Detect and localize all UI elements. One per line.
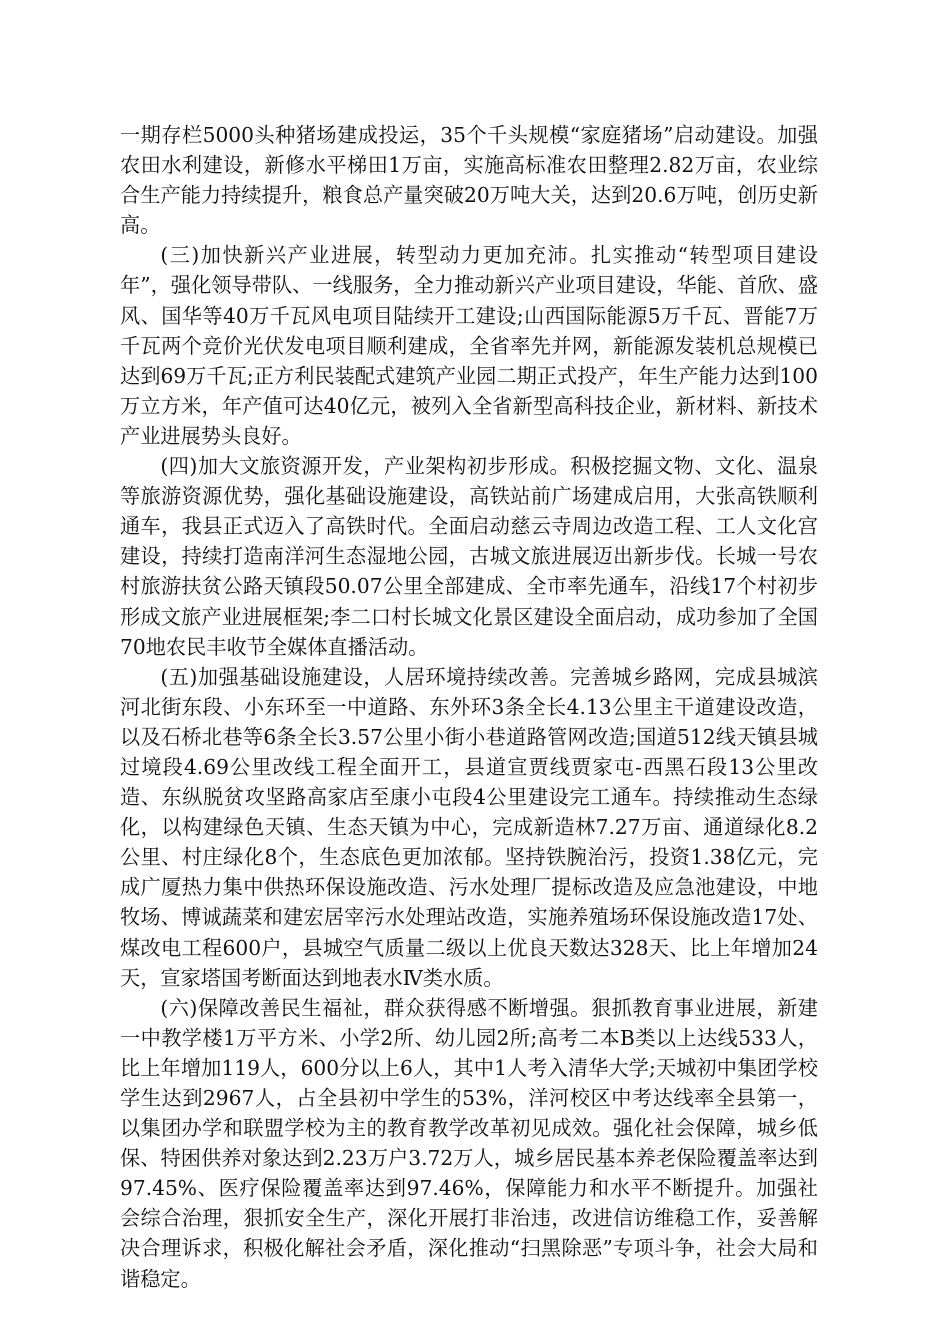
paragraph-infrastructure: (五)加强基础设施建设，人居环境持续改善。完善城乡路网，完成县城滨河北街东段、小东环至一中道路、东外环3条全长4.13公里主干道建设改造，以及石桥北巷等6条全长3.57公里小街小巷道路管网改造;国道512线天镇县城过境段4.69公里改线工程全面开工，县道宣贾线贾家屯-西黑石段13公里改造、东纵脱贫攻坚路高家店至康小屯段4公里建设完工通车。持续推动生态绿化，以构建绿色天镇、生态天镇为中心，完成新造林7.27万亩、通道绿化8.2公里、村庄绿化8个，生态底色更加浓郁。坚持铁腕治污，投资1.38亿元，完成广厦热力集中供热环保设施改造、污水处理厂提标改造及应急池建设，中地牧场、博诚蔬菜和建宏居宰污水处理站改造，实施养殖场环保设施改造17处、煤改电工程600户，县城空气质量二级以上优良天数达328天、比上年增加24天，宣家塔国考断面达到地表水Ⅳ类水质。 [120,664,818,990]
document-page [120,120,818,1294]
paragraph-livelihood: (六)保障改善民生福祉，群众获得感不断增强。狠抓教育事业进展，新建一中教学楼1万平方米、小学2所、幼儿园2所;高考二本B类以上达线533人，比上年增加119人，600分以上6人，其中1人考入清华大学;天城初中集团学校学生达到2967人，占全县初中学生的53%，洋河校区中考达线率全县第一，以集团办学和联盟学校为主的教育教学改革初见成效。强化社会保障，城乡低保、特困供养对象达到2.23万户3.72万人，城乡居民基本养老保险覆盖率达到97.45%、医疗保险覆盖率达到97.46%，保障能力和水平不断提升。加强社会综合治理，狠抓安全生产，深化开展打非治违，改进信访维稳工作，妥善解决合理诉求，积极化解社会矛盾，深化推动“扫黑除恶”专项斗争，社会大局和谐稳定。 [120,995,818,1291]
paragraph-culture-tourism: (四)加大文旅资源开发，产业架构初步形成。积极挖掘文物、文化、温泉等旅游资源优势，强化基础设施建设，高铁站前广场建成启用，大张高铁顺利通车，我县正式迈入了高铁时代。全面启动慈云寺周边改造工程、工人文化宫建设，持续打造南洋河生态湿地公园，古城文旅进展迈出新步伐。长城一号农村旅游扶贫公路天镇段50.07公里全部建成、全市率先通车，沿线17个村初步形成文旅产业进展框架;李二口村长城文化景区建设全面启动，成功参加了全国70地农民丰收节全媒体直播活动。 [120,454,818,659]
paragraph-emerging-industries: (三)加快新兴产业进展，转型动力更加充沛。扎实推动“转型项目建设年”，强化领导带队、一线服务，全力推动新兴产业项目建设，华能、首欣、盛风、国华等40万千瓦风电项目陆续开工建设;山西国际能源5万千瓦、晋能7万千瓦两个竞价光伏发电项目顺利建成，全省率先并网，新能源发装机总规模已达到69万千瓦;正方利民装配式建筑产业园二期正式投产，年生产能力达到100万立方米，年产值可达40亿元，被列入全省新型高科技企业，新材料、新技术产业进展势头良好。 [120,243,818,448]
paragraph-livestock-agriculture: 一期存栏5000头种猪场建成投运，35个千头规模“家庭猪场”启动建设。加强农田水利建设，新修水平梯田1万亩，实施高标准农田整理2.82万亩，农业综合生产能力持续提升，粮食总产量突破20万吨大关，达到20.6万吨，创历史新高。 [120,123,818,238]
